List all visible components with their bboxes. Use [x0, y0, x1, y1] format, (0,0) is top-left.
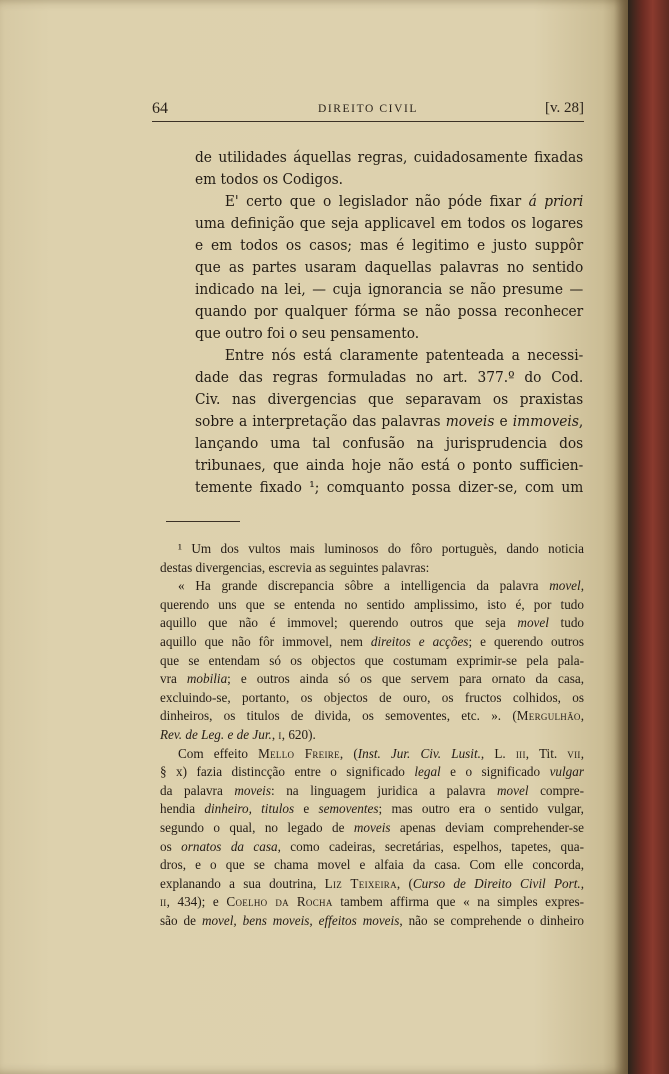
footnote-line: os ornatos da casa, como cadeiras, secretárias, espelhos, tapetes, qua-	[160, 838, 584, 854]
footnote-line: excluindo-se, portanto, os objectos de ouro, os fructos colhidos, os	[160, 689, 584, 705]
footnote-line: dros, e o que se chama movel e alfaia da casa. Com elle concorda,	[160, 857, 584, 873]
footnote-rule	[166, 521, 240, 522]
footnote-line: Com effeito Mello Freire, (Inst. Jur. Civ. Lusit., L. iii, Tit. vii,	[178, 745, 584, 761]
body-line: dade das regras formuladas no art. 377.º do Cod.	[195, 368, 584, 386]
body-line: sobre a interpretação das palavras moveis e immoveis,	[195, 412, 584, 430]
running-title: DIREITO CIVIL	[317, 103, 419, 115]
body-line: E' certo que o legislador não póde fixar á priori	[224, 192, 584, 210]
book-spine	[628, 0, 669, 1074]
page-gutter-shadow	[614, 0, 628, 1074]
footnote-line: são de movel, bens moveis, effeitos moveis, não se comprehende o dinheiro	[160, 912, 584, 928]
body-line: quando por qualquer fórma se não possa reconhecer	[195, 302, 584, 320]
footnote-line: ii, 434); e Coelho da Rocha tambem affirma que « na simples expres-	[160, 894, 584, 910]
footnote-line: « Ha grande discrepancia sôbre a intelligencia da palavra movel,	[178, 578, 584, 594]
page-number: 64	[152, 100, 168, 117]
footnote-line: aquillo que não fôr immovel, nem direitos e acções; e querendo outros	[160, 633, 584, 649]
footnote-line: querendo uns que se entenda no sentido amplissimo, isto é, por tudo	[160, 596, 584, 612]
footnote-line: ¹ Um dos vultos mais luminosos do fôro portuguès, dando noticia	[178, 541, 584, 556]
footnote-line: hendia dinheiro, titulos e semoventes; mas outro era o sentido vulgar,	[160, 801, 584, 817]
footnote-line: Rev. de Leg. e de Jur., i, 620).	[160, 726, 316, 742]
footnote-line: que se entendam só os objectos que costumam exprimir-se pela pala-	[160, 652, 584, 668]
body-line: que as partes usaram daquellas palavras no sentido	[195, 258, 584, 276]
body-line: uma definição que seja applicavel em todos os logares	[195, 214, 584, 232]
body-line: e em todos os casos; mas é legitimo e justo suppôr	[195, 236, 584, 254]
body-line: tribunaes, que ainda hoje não está o ponto sufficien-	[195, 456, 584, 474]
body-line: que outro foi o seu pensamento.	[195, 324, 420, 342]
footnote-line: § x) fazia distincção entre o significado legal e o significado vulgar	[160, 764, 584, 780]
running-header	[152, 98, 584, 122]
footnote-line: explanando a sua doutrina, Liz Teixeira, (Curso de Direito Civil Port.,	[160, 875, 584, 891]
body-line: em todos os Codigos.	[195, 170, 344, 188]
footnote-line: vra mobilia; e outros ainda só os que servem para ornato da casa,	[160, 671, 584, 687]
footnote-line: destas divergencias, escrevia as seguintes palavras:	[160, 559, 430, 575]
body-text	[195, 146, 584, 498]
body-line: lançando uma tal confusão na jurisprudencia dos	[195, 434, 584, 452]
volume-reference: [v. 28]	[544, 100, 584, 116]
footnote-line: aquillo que não é immovel; querendo outros que seja movel tudo	[160, 615, 585, 631]
body-line: Civ. nas divergencias que separavam os praxistas	[195, 390, 584, 408]
body-line: indicado na lei, — cuja ignorancia se não presume —	[195, 280, 584, 298]
footnote-line: segundo o qual, no legado de moveis apenas deviam comprehender-se	[160, 819, 584, 835]
footnote	[160, 540, 584, 930]
body-line: Entre nós está claramente patenteada a necessi-	[224, 346, 584, 364]
body-line: temente fixado ¹; comquanto possa dizer-se, com um	[195, 478, 584, 496]
body-line: de utilidades áquellas regras, cuidadosamente fixadas	[195, 148, 584, 166]
header-rule	[152, 121, 584, 122]
footnote-line: da palavra moveis: na linguagem juridica a palavra movel compre-	[160, 782, 585, 798]
footnote-line: dinheiros, os titulos de divida, os semoventes, etc. ». (Mergulhão,	[160, 708, 584, 724]
